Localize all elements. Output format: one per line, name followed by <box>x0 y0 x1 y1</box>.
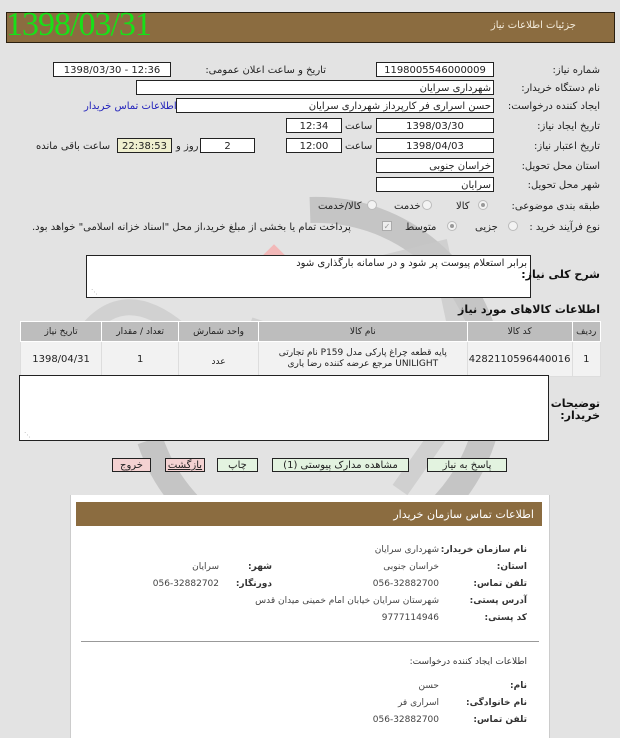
treasury-payment-note: پرداخت تمام یا بخشی از مبلغ خرید،از محل "اسناد خزانه اسلامی" خواهد بود. <box>32 222 351 233</box>
category-option-goods: کالا <box>456 201 470 212</box>
valid-until-time-label: ساعت <box>345 141 373 152</box>
back-button[interactable]: بازگشت <box>165 458 205 472</box>
need-description-label: شرح کلی نیاز: <box>521 268 600 281</box>
col-date: تاریخ نیاز <box>21 322 102 342</box>
time-remaining-field: 22:38:53 <box>117 138 172 153</box>
postal-code-label: کد پستی: <box>484 613 527 623</box>
time-remaining-label: ساعت باقی مانده <box>36 141 111 152</box>
province-label: استان: <box>496 562 527 572</box>
org-name-label: نام سازمان خریدار: <box>440 545 527 555</box>
section-divider <box>81 641 539 642</box>
treasury-payment-checkbox[interactable]: ✓ <box>383 222 391 231</box>
city-label: شهر: <box>248 562 272 572</box>
respond-button[interactable]: پاسخ به نیاز <box>427 458 507 472</box>
need-description-text: برابر استعلام پیوست پر شود و در سامانه بارگذاری شود <box>296 258 527 269</box>
city-value: سرایان <box>192 562 219 572</box>
requester-field[interactable]: حسن اسراری فر کارپرداز شهرداری سرایان <box>176 98 494 113</box>
cell-index: 1 <box>572 342 601 377</box>
valid-until-label: تاریخ اعتبار نیاز: <box>534 141 600 152</box>
cell-date: 1398/04/31 <box>21 342 102 377</box>
creator-section-title: اطلاعات ایجاد کننده درخواست: <box>409 657 527 667</box>
address-label: آدرس پستی: <box>469 596 527 606</box>
cell-qty: 1 <box>102 342 179 377</box>
col-name: نام کالا <box>258 322 467 342</box>
created-time-field[interactable]: 12:34 <box>286 118 342 133</box>
items-section-title: اطلاعات کالاهای مورد نیاز <box>458 303 600 316</box>
buyer-notes-textarea[interactable] <box>19 375 549 441</box>
table-row <box>21 342 601 377</box>
buyer-org-field[interactable]: شهرداری سرایان <box>136 80 494 95</box>
process-option-medium: متوسط <box>405 222 437 233</box>
process-radio-minor[interactable] <box>508 221 518 231</box>
process-option-minor: جزیی <box>475 222 498 233</box>
created-label: تاریخ ایجاد نیاز: <box>537 121 600 132</box>
buyer-notes-label: توضیحات خریدار: <box>550 397 600 422</box>
category-radio-goods[interactable] <box>478 200 488 210</box>
created-date-field[interactable]: 1398/03/30 <box>376 118 494 133</box>
requester-label: ایجاد کننده درخواست: <box>507 101 600 112</box>
resize-grip-icon[interactable]: ⋰ <box>91 288 98 296</box>
province-field[interactable]: خراسان جنوبی <box>376 158 494 173</box>
valid-until-date-field[interactable]: 1398/04/03 <box>376 138 494 153</box>
items-header-row <box>21 322 601 342</box>
category-option-service: خدمت <box>394 201 421 212</box>
province-label: استان محل تحویل: <box>521 161 600 172</box>
col-unit: واحد شمارش <box>179 322 259 342</box>
category-radio-goods-service[interactable] <box>367 200 377 210</box>
creator-phone-label: تلفن تماس: <box>473 715 527 725</box>
date-stamp: 1398/03/31 <box>6 6 151 43</box>
address-value: شهرستان سرایان خیابان امام خمینی میدان قدس <box>255 596 439 606</box>
announce-label: تاریخ و ساعت اعلان عمومی: <box>205 65 326 76</box>
buyer-contact-panel <box>70 495 550 738</box>
process-label: نوع فرآیند خرید : <box>529 222 600 233</box>
valid-until-time-field[interactable]: 12:00 <box>286 138 342 153</box>
process-radio-medium[interactable] <box>447 221 457 231</box>
province-value: خراسان جنوبی <box>383 562 439 572</box>
phone-value: 056-32882700 <box>372 579 439 589</box>
last-name-value: اسراری فر <box>397 698 439 708</box>
phone-label: تلفن تماس: <box>473 579 527 589</box>
cell-name: پایه قطعه چراغ پارکی مدل P159 نام تجارتی UNILIGHT مرجع عرضه کننده رضا یاری <box>258 342 467 377</box>
first-name-value: حسن <box>418 681 439 691</box>
category-radio-service[interactable] <box>422 200 432 210</box>
cell-unit: عدد <box>179 342 259 377</box>
cell-code: 4282110596440016 <box>467 342 572 377</box>
print-button[interactable]: چاپ <box>217 458 258 472</box>
buyer-contact-link[interactable]: اطلاعات تماس خریدار <box>84 101 177 112</box>
category-label: طبقه بندی موضوعی: <box>511 201 600 212</box>
view-attachments-button[interactable]: مشاهده مدارک پیوستی (1) <box>272 458 409 472</box>
days-remaining-field[interactable]: 2 <box>200 138 255 153</box>
postal-code-value: 9777114946 <box>381 613 439 623</box>
need-number-label: شماره نیاز: <box>552 65 600 76</box>
need-description-textarea[interactable] <box>86 255 531 298</box>
city-label: شهر محل تحویل: <box>527 180 600 191</box>
col-code: کد کالا <box>467 322 572 342</box>
days-label: روز و <box>176 141 199 152</box>
buyer-org-label: نام دستگاه خریدار: <box>521 83 600 94</box>
resize-grip-icon[interactable]: ⋰ <box>24 431 31 439</box>
items-table <box>20 321 601 377</box>
city-field[interactable]: سرایان <box>376 177 494 192</box>
exit-button[interactable]: خروج <box>112 458 151 472</box>
org-name-value: شهرداری سرایان <box>374 545 439 555</box>
col-qty: تعداد / مقدار <box>102 322 179 342</box>
contact-panel-header <box>76 502 542 526</box>
first-name-label: نام: <box>510 681 527 691</box>
creator-phone-value: 056-32882700 <box>372 715 439 725</box>
page-title: جزئیات اطلاعات نیاز <box>490 20 576 31</box>
last-name-label: نام خانوادگی: <box>465 698 527 708</box>
category-option-goods-service: کالا/خدمت <box>318 201 362 212</box>
col-index: ردیف <box>572 322 601 342</box>
fax-value: 056-32882702 <box>152 579 219 589</box>
created-time-label: ساعت <box>345 121 373 132</box>
contact-panel-title: اطلاعات تماس سازمان خریدار <box>393 508 534 521</box>
need-number-field[interactable]: 1198005546000009 <box>376 62 494 77</box>
announce-field[interactable]: 1398/03/30 - 12:36 <box>53 62 171 77</box>
fax-label: دورنگار: <box>235 579 272 589</box>
